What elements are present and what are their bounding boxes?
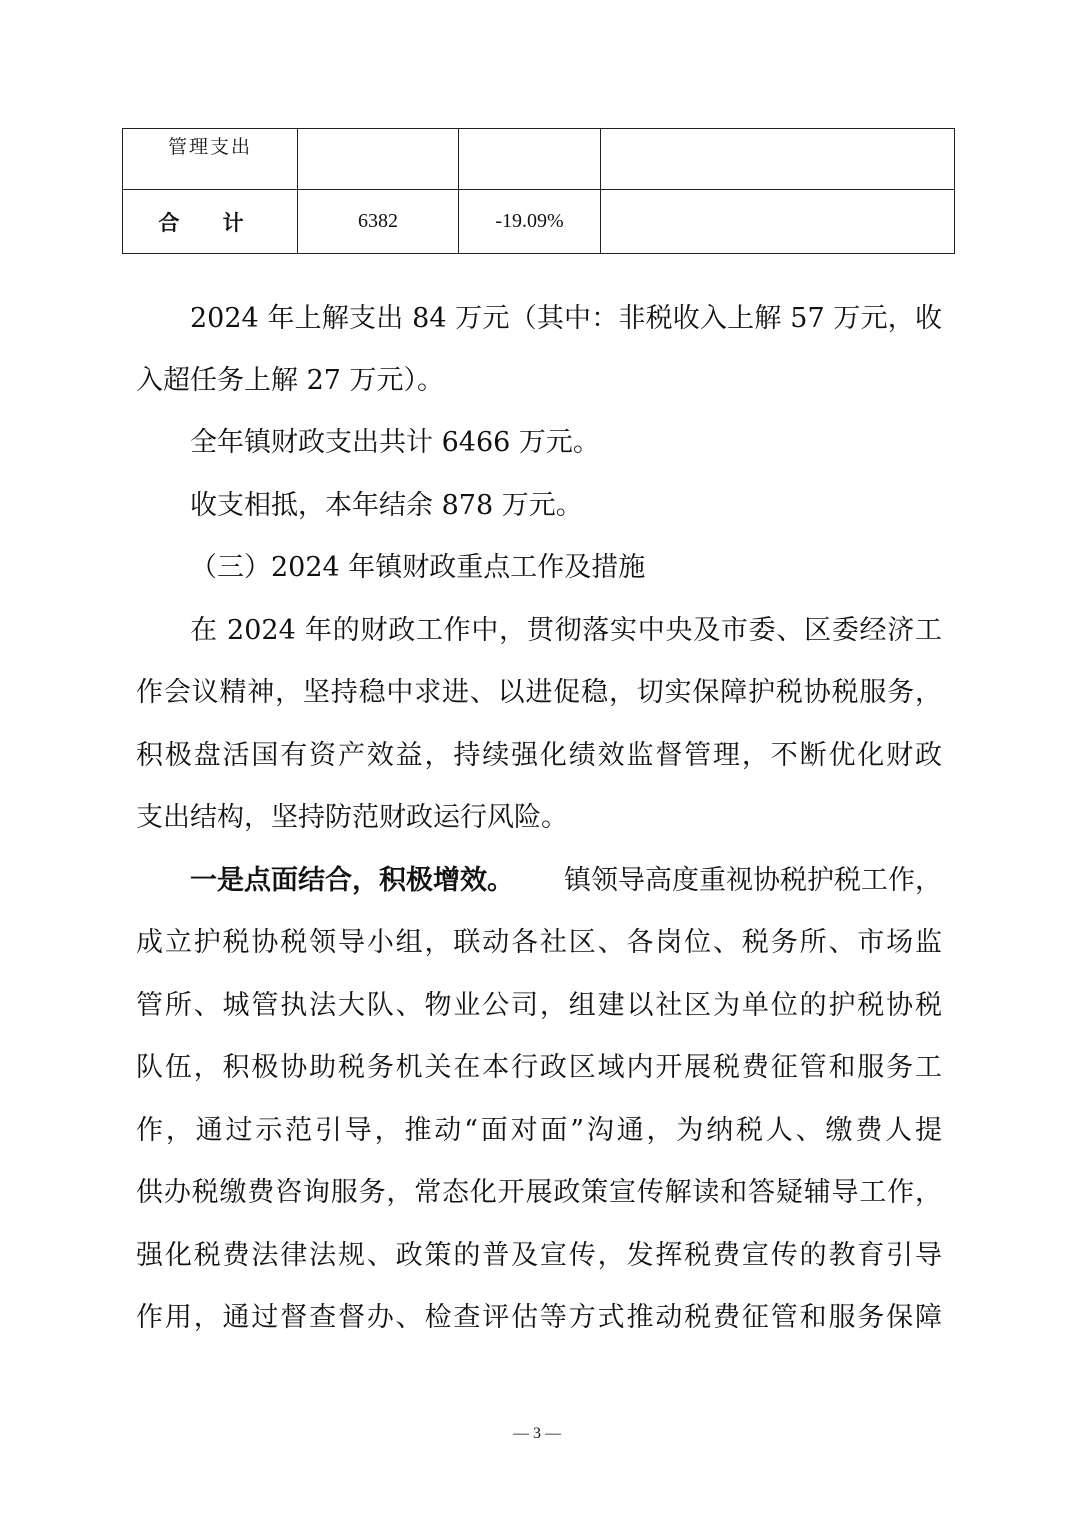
- total-change: -19.09%: [495, 210, 564, 232]
- table-cell: [298, 190, 459, 254]
- total-label: 合 计: [158, 209, 262, 235]
- paragraph-line: 全年镇财政支出共计 6466 万元。: [190, 427, 600, 458]
- paragraph-line: 作用，通过督查督办、检查评估等方式推动税费征管和服务保障: [136, 1302, 942, 1333]
- paragraph-line: 作，通过示范引导，推动“面对面”沟通，为纳税人、缴费人提: [136, 1115, 942, 1146]
- table-row: [123, 129, 955, 190]
- paragraph-line: 强化税费法律法规、政策的普及宣传，发挥税费宣传的教育引导: [136, 1240, 942, 1271]
- total-amount: 6382: [358, 210, 398, 232]
- page-number: — 3 —: [513, 1425, 561, 1442]
- paragraph-line: 队伍，积极协助税务机关在本行政区域内开展税费征管和服务工: [136, 1052, 942, 1083]
- table-cell: [601, 129, 955, 190]
- table-cell: [459, 190, 601, 254]
- paragraph-line: 积极盘活国有资产效益，持续强化绩效监督管理，不断优化财政: [136, 740, 942, 771]
- paragraph-line: 在 2024 年的财政工作中，贯彻落实中央及市委、区委经济工: [190, 615, 942, 646]
- paragraph-line: 管所、城管执法大队、物业公司，组建以社区为单位的护税协税: [136, 990, 942, 1021]
- paragraph-line: 入超任务上解 27 万元）。: [136, 365, 445, 396]
- table-cell: [459, 129, 601, 190]
- budget-table: [122, 128, 955, 254]
- emphasis-text: 一是点面结合，积极增效。: [190, 865, 514, 896]
- table-cell: [601, 190, 955, 254]
- table-cell: [298, 129, 459, 190]
- section-heading: （三）2024 年镇财政重点工作及措施: [190, 552, 646, 583]
- paragraph-line: 收支相抵，本年结余 878 万元。: [190, 490, 583, 521]
- paragraph-line: 支出结构，坚持防范财政运行风险。: [136, 802, 568, 833]
- table-cell: [123, 129, 298, 190]
- row-label: 管理支出: [167, 135, 252, 158]
- table-cell: [123, 190, 298, 254]
- table-row: [123, 190, 955, 254]
- paragraph-line: 2024 年上解支出 84 万元（其中：非税收入上解 57 万元，收: [190, 303, 942, 334]
- paragraph-line: 作会议精神，坚持稳中求进、以进促稳，切实保障护税协税服务，: [136, 677, 942, 708]
- paragraph-line: 成立护税协税领导小组，联动各社区、各岗位、税务所、市场监: [136, 927, 942, 958]
- paragraph-line: 供办税缴费咨询服务，常态化开展政策宣传解读和答疑辅导工作，: [136, 1177, 942, 1208]
- paragraph-line: 一是点面结合，积极增效。 镇领导高度重视协税护税工作，: [190, 861, 942, 901]
